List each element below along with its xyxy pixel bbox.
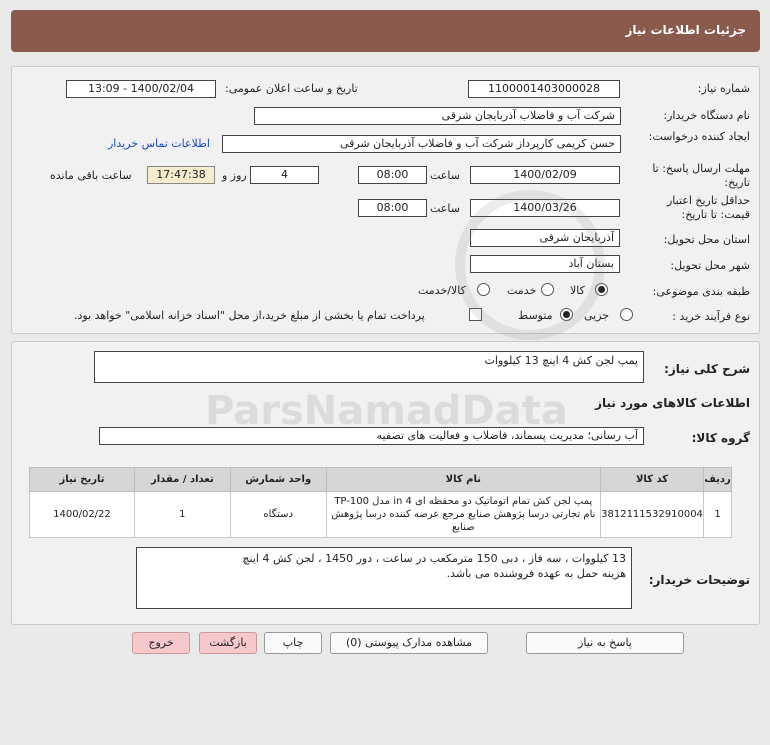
province-label: استان محل تحویل:: [663, 233, 750, 246]
category-service-radio[interactable]: [541, 283, 554, 296]
need-number-label: شماره نیاز:: [697, 82, 750, 95]
buyer-notes-field: [136, 547, 632, 609]
col-row-header: ردیف: [704, 468, 732, 492]
category-goods-label: کالا: [570, 284, 585, 297]
process-partial-label: جزیی: [584, 309, 610, 322]
table-header-row: [30, 468, 732, 492]
city-field: بستان آباد: [470, 255, 620, 273]
creator-field: حسن کریمی کارپرداز شرکت آب و فاضلاب آذربایجان شرقی: [222, 135, 621, 153]
creator-label: ایجاد کننده درخواست:: [648, 130, 750, 143]
province-field: آذربایجان شرقی: [470, 229, 620, 247]
category-label: طبقه بندی موضوعی:: [652, 285, 750, 298]
buyer-contact-link[interactable]: اطلاعات تماس خریدار: [108, 137, 210, 150]
goods-group-label: گروه کالا:: [691, 431, 750, 445]
cell-row: 1: [704, 492, 732, 538]
announce-label: تاریخ و ساعت اعلان عمومی:: [225, 82, 358, 95]
validity-time-label: ساعت: [430, 202, 460, 215]
remaining-label: ساعت باقی مانده: [50, 169, 132, 182]
treasury-payment-note: پرداخت تمام یا بخشی از مبلغ خرید،از محل "اسناد خزانه اسلامی" خواهد بود.: [74, 309, 425, 322]
table-row[interactable]: [30, 492, 732, 538]
exit-button[interactable]: خروج: [132, 632, 190, 654]
cell-unit: دستگاه: [230, 492, 326, 538]
category-both-label: کالا/خدمت: [418, 284, 466, 297]
days-remaining-field: 4: [250, 166, 319, 184]
attachments-button[interactable]: مشاهده مدارک پیوستی (0): [330, 632, 488, 654]
validity-date-field: 1400/03/26: [470, 199, 620, 217]
col-unit-header: واحد شمارش: [230, 468, 326, 492]
process-medium-radio[interactable]: [560, 308, 573, 321]
page-title: جزئیات اطلاعات نیاز: [625, 23, 746, 37]
category-service-label: خدمت: [507, 284, 537, 297]
validity-label: حداقل تاریخ اعتبار قیمت: تا تاریخ:: [666, 194, 750, 221]
reply-time-field: 08:00: [358, 166, 427, 184]
buyer-org-field: شرکت آب و فاضلاب آذربایجان شرقی: [254, 107, 621, 125]
back-button[interactable]: بازگشت: [199, 632, 257, 654]
announce-field: 1400/02/04 - 13:09: [66, 80, 216, 98]
summary-label: شرح کلی نیاز:: [664, 362, 750, 376]
reply-deadline-label: مهلت ارسال پاسخ: تا تاریخ:: [652, 162, 750, 189]
reply-button[interactable]: پاسخ به نیاز: [526, 632, 684, 654]
buyer-notes-line-1: 13 کیلووات ، سه فاز ، دبی 150 مترمکعب در ساعت ، دور 1450 ، لجن کش 4 اینچ: [242, 552, 626, 565]
reply-time-label: ساعت: [430, 169, 460, 182]
process-partial-radio[interactable]: [620, 308, 633, 321]
cell-date: 1400/02/22: [30, 492, 135, 538]
buyer-notes-line-2: هزینه حمل به عهده فروشنده می باشد.: [446, 567, 626, 580]
goods-table: [29, 467, 732, 538]
print-button[interactable]: چاپ: [264, 632, 322, 654]
treasury-payment-checkbox[interactable]: [469, 308, 482, 321]
page-title-bar: [11, 10, 760, 52]
col-name-header: نام کالا: [326, 468, 600, 492]
buyer-org-label: نام دستگاه خریدار:: [663, 109, 750, 122]
col-date-header: تاریخ نیاز: [30, 468, 135, 492]
reply-date-field: 1400/02/09: [470, 166, 620, 184]
process-label: نوع فرآیند خرید :: [672, 310, 750, 323]
col-qty-header: تعداد / مقدار: [134, 468, 230, 492]
days-label: روز و: [222, 169, 247, 182]
need-number-field: 1100001403000028: [468, 80, 620, 98]
cell-qty: 1: [134, 492, 230, 538]
remaining-time-field: 17:47:38: [147, 166, 215, 184]
category-goods-radio[interactable]: [595, 283, 608, 296]
city-label: شهر محل تحویل:: [670, 259, 750, 272]
cell-name: پمپ لجن کش تمام اتوماتیک دو محفظه ای 4 in مدل TP-100 نام تجارتی درسا پژوهش صنایع مرجع عرضه کننده درسا پژوهش صنایع: [326, 492, 600, 538]
buyer-notes-label: توضیحات خریدار:: [648, 573, 750, 587]
col-code-header: کد کالا: [601, 468, 704, 492]
validity-time-field: 08:00: [358, 199, 427, 217]
goods-section-title: اطلاعات کالاهای مورد نیاز: [595, 396, 750, 410]
category-both-radio[interactable]: [477, 283, 490, 296]
summary-field: پمپ لجن کش 4 اینچ 13 کیلووات: [94, 351, 644, 383]
cell-code: 3812111532910004: [601, 492, 704, 538]
process-medium-label: متوسط: [518, 309, 553, 322]
goods-group-field: آب رسانی؛ مدیریت پسماند، فاضلاب و فعالیت های تصفیه: [99, 427, 644, 445]
